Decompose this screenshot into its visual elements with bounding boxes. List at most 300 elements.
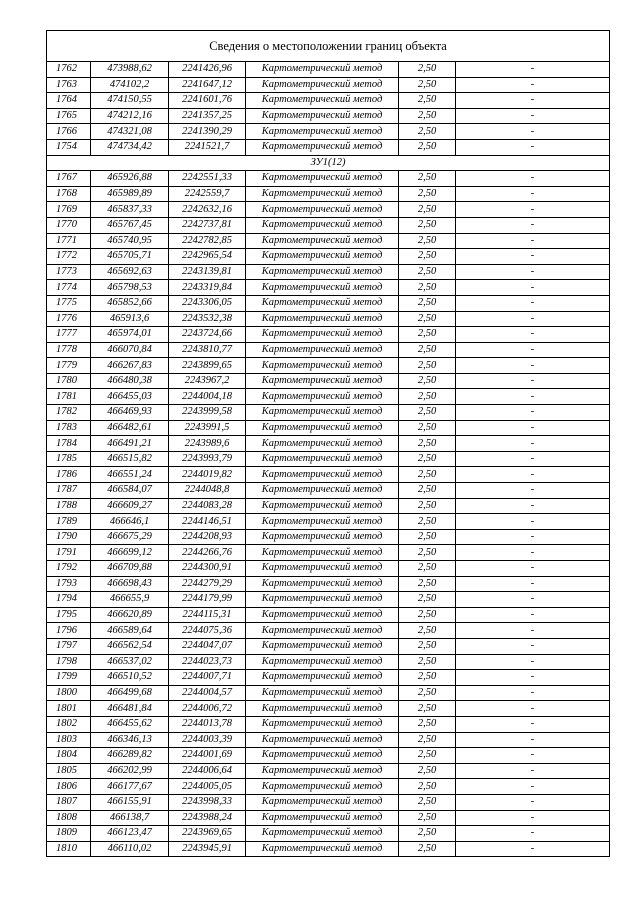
method-cell: Картометрический метод — [246, 794, 399, 810]
description-cell: - — [456, 311, 610, 327]
method-cell: Картометрический метод — [246, 654, 399, 670]
point-number-cell: 1777 — [47, 327, 91, 343]
point-number-cell: 1769 — [47, 202, 91, 218]
y-coordinate-cell: 2241521,7 — [169, 139, 246, 155]
method-cell: Картометрический метод — [246, 420, 399, 436]
table-row — [47, 576, 610, 592]
table-row — [47, 716, 610, 732]
accuracy-cell: 2,50 — [399, 763, 456, 779]
table-row — [47, 93, 610, 109]
table-row — [47, 77, 610, 93]
table-row — [47, 467, 610, 483]
x-coordinate-cell: 465705,71 — [91, 249, 169, 265]
y-coordinate-cell: 2244048,8 — [169, 483, 246, 499]
description-cell: - — [456, 514, 610, 530]
accuracy-cell: 2,50 — [399, 295, 456, 311]
method-cell: Картометрический метод — [246, 545, 399, 561]
point-number-cell: 1778 — [47, 342, 91, 358]
y-coordinate-cell: 2244208,93 — [169, 529, 246, 545]
description-cell: - — [456, 358, 610, 374]
point-number-cell: 1800 — [47, 685, 91, 701]
y-coordinate-cell: 2243899,65 — [169, 358, 246, 374]
y-coordinate-cell: 2242551,33 — [169, 171, 246, 187]
x-coordinate-cell: 466551,24 — [91, 467, 169, 483]
method-cell: Картометрический метод — [246, 93, 399, 109]
point-number-cell: 1784 — [47, 436, 91, 452]
method-cell: Картометрический метод — [246, 607, 399, 623]
method-cell: Картометрический метод — [246, 779, 399, 795]
table-row — [47, 295, 610, 311]
y-coordinate-cell: 2244266,76 — [169, 545, 246, 561]
y-coordinate-cell: 2244004,18 — [169, 389, 246, 405]
point-number-cell: 1801 — [47, 701, 91, 717]
x-coordinate-cell: 465926,88 — [91, 171, 169, 187]
table-row — [47, 62, 610, 78]
description-cell: - — [456, 62, 610, 78]
accuracy-cell: 2,50 — [399, 327, 456, 343]
description-cell: - — [456, 342, 610, 358]
table-row — [47, 654, 610, 670]
boundary-coordinates-table — [46, 30, 610, 857]
y-coordinate-cell: 2244004,57 — [169, 685, 246, 701]
description-cell: - — [456, 217, 610, 233]
table-row — [47, 685, 610, 701]
y-coordinate-cell: 2243319,84 — [169, 280, 246, 296]
table-row — [47, 280, 610, 296]
method-cell: Картометрический метод — [246, 358, 399, 374]
description-cell: - — [456, 451, 610, 467]
table-row — [47, 732, 610, 748]
method-cell: Картометрический метод — [246, 592, 399, 608]
description-cell: - — [456, 405, 610, 421]
point-number-cell: 1773 — [47, 264, 91, 280]
description-cell: - — [456, 763, 610, 779]
accuracy-cell: 2,50 — [399, 405, 456, 421]
point-number-cell: 1799 — [47, 670, 91, 686]
method-cell: Картометрический метод — [246, 498, 399, 514]
table-row — [47, 358, 610, 374]
point-number-cell: 1780 — [47, 373, 91, 389]
y-coordinate-cell: 2244007,71 — [169, 670, 246, 686]
point-number-cell: 1774 — [47, 280, 91, 296]
point-number-cell: 1798 — [47, 654, 91, 670]
method-cell: Картометрический метод — [246, 732, 399, 748]
boundary-table-sheet — [46, 30, 609, 857]
accuracy-cell: 2,50 — [399, 794, 456, 810]
description-cell: - — [456, 327, 610, 343]
table-row — [47, 451, 610, 467]
accuracy-cell: 2,50 — [399, 139, 456, 155]
point-number-cell: 1809 — [47, 826, 91, 842]
table-row — [47, 561, 610, 577]
y-coordinate-cell: 2244047,07 — [169, 638, 246, 654]
table-row — [47, 794, 610, 810]
description-cell: - — [456, 841, 610, 857]
table-row — [47, 233, 610, 249]
point-number-cell: 1807 — [47, 794, 91, 810]
method-cell: Картометрический метод — [246, 748, 399, 764]
table-row — [47, 389, 610, 405]
method-cell: Картометрический метод — [246, 124, 399, 140]
description-cell: - — [456, 794, 610, 810]
description-cell: - — [456, 124, 610, 140]
method-cell: Картометрический метод — [246, 576, 399, 592]
y-coordinate-cell: 2244006,64 — [169, 763, 246, 779]
accuracy-cell: 2,50 — [399, 373, 456, 389]
accuracy-cell: 2,50 — [399, 732, 456, 748]
method-cell: Картометрический метод — [246, 280, 399, 296]
table-row — [47, 529, 610, 545]
y-coordinate-cell: 2243988,24 — [169, 810, 246, 826]
y-coordinate-cell: 2244075,36 — [169, 623, 246, 639]
description-cell: - — [456, 249, 610, 265]
method-cell: Картометрический метод — [246, 810, 399, 826]
x-coordinate-cell: 466589,64 — [91, 623, 169, 639]
description-cell: - — [456, 467, 610, 483]
accuracy-cell: 2,50 — [399, 529, 456, 545]
point-number-cell: 1782 — [47, 405, 91, 421]
method-cell: Картометрический метод — [246, 108, 399, 124]
x-coordinate-cell: 474321,08 — [91, 124, 169, 140]
x-coordinate-cell: 466481,84 — [91, 701, 169, 717]
description-cell: - — [456, 592, 610, 608]
accuracy-cell: 2,50 — [399, 171, 456, 187]
section-row — [47, 155, 610, 171]
point-number-cell: 1810 — [47, 841, 91, 857]
description-cell: - — [456, 638, 610, 654]
x-coordinate-cell: 465692,63 — [91, 264, 169, 280]
description-cell: - — [456, 373, 610, 389]
table-row — [47, 514, 610, 530]
x-coordinate-cell: 466455,62 — [91, 716, 169, 732]
x-coordinate-cell: 466123,47 — [91, 826, 169, 842]
y-coordinate-cell: 2244279,29 — [169, 576, 246, 592]
point-number-cell: 1803 — [47, 732, 91, 748]
x-coordinate-cell: 466510,52 — [91, 670, 169, 686]
description-cell: - — [456, 186, 610, 202]
accuracy-cell: 2,50 — [399, 249, 456, 265]
y-coordinate-cell: 2244115,31 — [169, 607, 246, 623]
accuracy-cell: 2,50 — [399, 685, 456, 701]
x-coordinate-cell: 474734,42 — [91, 139, 169, 155]
table-row — [47, 139, 610, 155]
table-row — [47, 249, 610, 265]
accuracy-cell: 2,50 — [399, 202, 456, 218]
y-coordinate-cell: 2243999,58 — [169, 405, 246, 421]
x-coordinate-cell: 465913,6 — [91, 311, 169, 327]
accuracy-cell: 2,50 — [399, 217, 456, 233]
description-cell: - — [456, 108, 610, 124]
y-coordinate-cell: 2242737,81 — [169, 217, 246, 233]
point-number-cell: 1802 — [47, 716, 91, 732]
accuracy-cell: 2,50 — [399, 311, 456, 327]
method-cell: Картометрический метод — [246, 186, 399, 202]
y-coordinate-cell: 2244003,39 — [169, 732, 246, 748]
method-cell: Картометрический метод — [246, 373, 399, 389]
point-number-cell: 1781 — [47, 389, 91, 405]
method-cell: Картометрический метод — [246, 264, 399, 280]
method-cell: Картометрический метод — [246, 342, 399, 358]
table-row — [47, 264, 610, 280]
x-coordinate-cell: 465767,45 — [91, 217, 169, 233]
method-cell: Картометрический метод — [246, 62, 399, 78]
accuracy-cell: 2,50 — [399, 342, 456, 358]
table-row — [47, 217, 610, 233]
x-coordinate-cell: 466698,43 — [91, 576, 169, 592]
table-row — [47, 436, 610, 452]
method-cell: Картометрический метод — [246, 217, 399, 233]
table-row — [47, 701, 610, 717]
table-row — [47, 108, 610, 124]
point-number-cell: 1804 — [47, 748, 91, 764]
table-row — [47, 670, 610, 686]
y-coordinate-cell: 2243306,05 — [169, 295, 246, 311]
x-coordinate-cell: 466455,03 — [91, 389, 169, 405]
x-coordinate-cell: 466070,84 — [91, 342, 169, 358]
point-number-cell: 1792 — [47, 561, 91, 577]
x-coordinate-cell: 466480,38 — [91, 373, 169, 389]
y-coordinate-cell: 2243724,66 — [169, 327, 246, 343]
accuracy-cell: 2,50 — [399, 467, 456, 483]
accuracy-cell: 2,50 — [399, 280, 456, 296]
point-number-cell: 1765 — [47, 108, 91, 124]
x-coordinate-cell: 466675,29 — [91, 529, 169, 545]
x-coordinate-cell: 466469,93 — [91, 405, 169, 421]
y-coordinate-cell: 2241601,76 — [169, 93, 246, 109]
y-coordinate-cell: 2244300,91 — [169, 561, 246, 577]
method-cell: Картометрический метод — [246, 623, 399, 639]
y-coordinate-cell: 2244005,05 — [169, 779, 246, 795]
table-row — [47, 841, 610, 857]
point-number-cell: 1767 — [47, 171, 91, 187]
accuracy-cell: 2,50 — [399, 77, 456, 93]
description-cell: - — [456, 498, 610, 514]
y-coordinate-cell: 2243993,79 — [169, 451, 246, 467]
accuracy-cell: 2,50 — [399, 498, 456, 514]
description-cell: - — [456, 171, 610, 187]
accuracy-cell: 2,50 — [399, 93, 456, 109]
accuracy-cell: 2,50 — [399, 654, 456, 670]
description-cell: - — [456, 810, 610, 826]
accuracy-cell: 2,50 — [399, 420, 456, 436]
x-coordinate-cell: 466110,02 — [91, 841, 169, 857]
y-coordinate-cell: 2243945,91 — [169, 841, 246, 857]
description-cell: - — [456, 685, 610, 701]
point-number-cell: 1808 — [47, 810, 91, 826]
y-coordinate-cell: 2241357,25 — [169, 108, 246, 124]
description-cell: - — [456, 483, 610, 499]
description-cell: - — [456, 264, 610, 280]
description-cell: - — [456, 77, 610, 93]
table-row — [47, 373, 610, 389]
x-coordinate-cell: 466138,7 — [91, 810, 169, 826]
table-row — [47, 763, 610, 779]
y-coordinate-cell: 2244001,69 — [169, 748, 246, 764]
point-number-cell: 1783 — [47, 420, 91, 436]
description-cell: - — [456, 389, 610, 405]
x-coordinate-cell: 466346,13 — [91, 732, 169, 748]
accuracy-cell: 2,50 — [399, 670, 456, 686]
method-cell: Картометрический метод — [246, 171, 399, 187]
point-number-cell: 1785 — [47, 451, 91, 467]
x-coordinate-cell: 466177,67 — [91, 779, 169, 795]
method-cell: Картометрический метод — [246, 841, 399, 857]
point-number-cell: 1787 — [47, 483, 91, 499]
accuracy-cell: 2,50 — [399, 451, 456, 467]
accuracy-cell: 2,50 — [399, 264, 456, 280]
table-row — [47, 607, 610, 623]
table-row — [47, 483, 610, 499]
point-number-cell: 1794 — [47, 592, 91, 608]
point-number-cell: 1779 — [47, 358, 91, 374]
description-cell: - — [456, 716, 610, 732]
description-cell: - — [456, 779, 610, 795]
accuracy-cell: 2,50 — [399, 716, 456, 732]
accuracy-cell: 2,50 — [399, 748, 456, 764]
x-coordinate-cell: 473988,62 — [91, 62, 169, 78]
description-cell: - — [456, 670, 610, 686]
table-row — [47, 638, 610, 654]
method-cell: Картометрический метод — [246, 295, 399, 311]
method-cell: Картометрический метод — [246, 389, 399, 405]
description-cell: - — [456, 233, 610, 249]
table-row — [47, 342, 610, 358]
accuracy-cell: 2,50 — [399, 826, 456, 842]
description-cell: - — [456, 545, 610, 561]
table-row — [47, 405, 610, 421]
table-row — [47, 545, 610, 561]
x-coordinate-cell: 466289,82 — [91, 748, 169, 764]
accuracy-cell: 2,50 — [399, 436, 456, 452]
method-cell: Картометрический метод — [246, 327, 399, 343]
y-coordinate-cell: 2243969,65 — [169, 826, 246, 842]
point-number-cell: 1796 — [47, 623, 91, 639]
x-coordinate-cell: 466609,27 — [91, 498, 169, 514]
x-coordinate-cell: 466620,89 — [91, 607, 169, 623]
x-coordinate-cell: 466646,1 — [91, 514, 169, 530]
point-number-cell: 1786 — [47, 467, 91, 483]
description-cell: - — [456, 436, 610, 452]
description-cell: - — [456, 826, 610, 842]
table-row — [47, 498, 610, 514]
table-row — [47, 810, 610, 826]
point-number-cell: 1772 — [47, 249, 91, 265]
y-coordinate-cell: 2244013,78 — [169, 716, 246, 732]
y-coordinate-cell: 2243989,6 — [169, 436, 246, 452]
x-coordinate-cell: 466562,54 — [91, 638, 169, 654]
y-coordinate-cell: 2244019,82 — [169, 467, 246, 483]
table-row — [47, 327, 610, 343]
table-row — [47, 202, 610, 218]
point-number-cell: 1776 — [47, 311, 91, 327]
x-coordinate-cell: 466267,83 — [91, 358, 169, 374]
description-cell: - — [456, 732, 610, 748]
y-coordinate-cell: 2243532,38 — [169, 311, 246, 327]
point-number-cell: 1770 — [47, 217, 91, 233]
accuracy-cell: 2,50 — [399, 483, 456, 499]
table-body — [47, 31, 610, 857]
y-coordinate-cell: 2241390,29 — [169, 124, 246, 140]
accuracy-cell: 2,50 — [399, 841, 456, 857]
x-coordinate-cell: 465852,66 — [91, 295, 169, 311]
x-coordinate-cell: 466482,61 — [91, 420, 169, 436]
y-coordinate-cell: 2244146,51 — [169, 514, 246, 530]
accuracy-cell: 2,50 — [399, 638, 456, 654]
table-row — [47, 311, 610, 327]
y-coordinate-cell: 2244023,73 — [169, 654, 246, 670]
method-cell: Картометрический метод — [246, 685, 399, 701]
description-cell: - — [456, 202, 610, 218]
accuracy-cell: 2,50 — [399, 514, 456, 530]
y-coordinate-cell: 2242559,7 — [169, 186, 246, 202]
method-cell: Картометрический метод — [246, 561, 399, 577]
accuracy-cell: 2,50 — [399, 576, 456, 592]
y-coordinate-cell: 2244006,72 — [169, 701, 246, 717]
method-cell: Картометрический метод — [246, 826, 399, 842]
y-coordinate-cell: 2243991,5 — [169, 420, 246, 436]
y-coordinate-cell: 2243998,33 — [169, 794, 246, 810]
x-coordinate-cell: 466699,12 — [91, 545, 169, 561]
description-cell: - — [456, 139, 610, 155]
accuracy-cell: 2,50 — [399, 810, 456, 826]
description-cell: - — [456, 280, 610, 296]
method-cell: Картометрический метод — [246, 763, 399, 779]
y-coordinate-cell: 2242782,85 — [169, 233, 246, 249]
method-cell: Картометрический метод — [246, 436, 399, 452]
y-coordinate-cell: 2243139,81 — [169, 264, 246, 280]
accuracy-cell: 2,50 — [399, 62, 456, 78]
accuracy-cell: 2,50 — [399, 592, 456, 608]
method-cell: Картометрический метод — [246, 249, 399, 265]
accuracy-cell: 2,50 — [399, 233, 456, 249]
table-row — [47, 779, 610, 795]
x-coordinate-cell: 466709,88 — [91, 561, 169, 577]
description-cell: - — [456, 607, 610, 623]
x-coordinate-cell: 466155,91 — [91, 794, 169, 810]
y-coordinate-cell: 2241426,96 — [169, 62, 246, 78]
method-cell: Картометрический метод — [246, 77, 399, 93]
section-label: ЗУ1(12) — [47, 155, 610, 171]
method-cell: Картометрический метод — [246, 451, 399, 467]
point-number-cell: 1768 — [47, 186, 91, 202]
table-row — [47, 186, 610, 202]
description-cell: - — [456, 561, 610, 577]
accuracy-cell: 2,50 — [399, 623, 456, 639]
y-coordinate-cell: 2243810,77 — [169, 342, 246, 358]
x-coordinate-cell: 474212,16 — [91, 108, 169, 124]
x-coordinate-cell: 466584,07 — [91, 483, 169, 499]
description-cell: - — [456, 654, 610, 670]
method-cell: Картометрический метод — [246, 139, 399, 155]
table-row — [47, 623, 610, 639]
description-cell: - — [456, 623, 610, 639]
method-cell: Картометрический метод — [246, 670, 399, 686]
point-number-cell: 1766 — [47, 124, 91, 140]
description-cell: - — [456, 529, 610, 545]
point-number-cell: 1788 — [47, 498, 91, 514]
method-cell: Картометрический метод — [246, 701, 399, 717]
table-row — [47, 124, 610, 140]
method-cell: Картометрический метод — [246, 467, 399, 483]
x-coordinate-cell: 466655,9 — [91, 592, 169, 608]
y-coordinate-cell: 2241647,12 — [169, 77, 246, 93]
y-coordinate-cell: 2242632,16 — [169, 202, 246, 218]
point-number-cell: 1775 — [47, 295, 91, 311]
point-number-cell: 1797 — [47, 638, 91, 654]
x-coordinate-cell: 465740,95 — [91, 233, 169, 249]
table-row — [47, 748, 610, 764]
y-coordinate-cell: 2242965,54 — [169, 249, 246, 265]
